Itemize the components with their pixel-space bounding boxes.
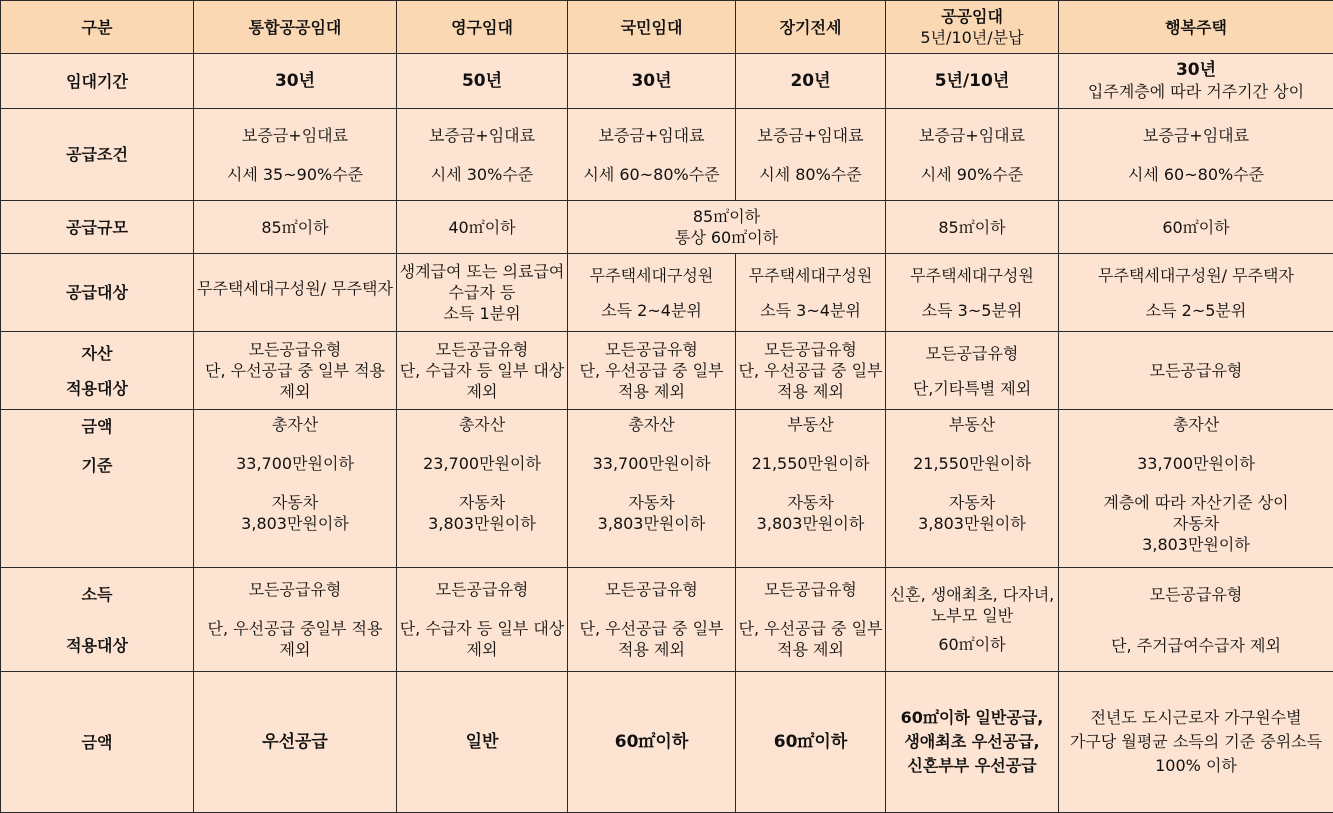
spacer	[888, 474, 1056, 492]
cell-line: 단, 수급자 등 일부 대상 제외	[399, 618, 565, 660]
cell-line: 모든공급유형	[570, 579, 733, 600]
spacer	[196, 146, 394, 164]
cell-line: 총자산	[1061, 414, 1331, 435]
cell-line: 3,803만원이하	[570, 513, 733, 534]
cell: 20년	[736, 54, 886, 109]
cell	[397, 254, 568, 332]
cell-line: 모든공급유형	[196, 579, 394, 600]
header-row	[1, 1, 1333, 54]
cell: 40㎡이하	[397, 201, 568, 254]
cell	[194, 254, 397, 332]
cell	[397, 332, 568, 410]
cell-line: 단, 우선공급 중일부 적용 제외	[196, 618, 394, 660]
spacer	[3, 364, 191, 378]
cell	[568, 410, 736, 568]
row-label-line: 적용대상	[3, 378, 191, 399]
spacer	[738, 286, 883, 300]
cell-line: 부동산	[888, 414, 1056, 435]
row-label-amount: 금액	[1, 672, 194, 813]
spacer	[888, 626, 1056, 634]
spacer	[196, 299, 394, 307]
cell-line: 모든공급유형	[399, 339, 565, 360]
cell	[886, 672, 1059, 813]
spacer	[196, 474, 394, 492]
spacer	[888, 435, 1056, 453]
cell-line: 시세 90%수준	[888, 164, 1056, 185]
row-label-line: 적용대상	[3, 635, 191, 656]
spacer	[1061, 605, 1331, 635]
spacer	[3, 605, 191, 635]
cell-line: 소득 2~4분위	[570, 300, 733, 321]
spacer	[1061, 474, 1331, 492]
row-label-supply-scale: 공급규모	[1, 201, 194, 254]
cell-line: 단, 우선공급 중 일부 적용 제외	[570, 360, 733, 402]
spacer	[1061, 146, 1331, 164]
cell-line: 소득 1분위	[399, 303, 565, 324]
header-public-rental-sub: 5년/10년/분납	[888, 27, 1056, 48]
cell-line: 3,803만원이하	[399, 513, 565, 534]
cell-line: 소득 2~5분위	[1061, 300, 1331, 321]
cell-line: 3,803만원이하	[738, 513, 883, 534]
cell-line: 30년	[1061, 60, 1331, 81]
cell	[1059, 109, 1333, 201]
cell-line: 85㎡이하	[570, 206, 883, 227]
cell	[886, 568, 1059, 672]
cell-line: 시세 80%수준	[738, 164, 883, 185]
header-integrated-public-rental: 통합공공임대	[194, 1, 397, 54]
cell-line: 60㎡이하 일반공급,	[888, 706, 1056, 730]
spacer	[738, 435, 883, 453]
cell: 전년도 도시근로자 가구원수별 가구당 월평균 소득의 기준 중위소득 100% 이하	[1059, 672, 1333, 813]
cell: 85㎡이하	[886, 201, 1059, 254]
cell	[194, 410, 397, 568]
cell: 85㎡이하	[194, 201, 397, 254]
cell-line: 모든공급유형	[738, 339, 883, 360]
spacer	[399, 435, 565, 453]
cell: 50년	[397, 54, 568, 109]
cell-line: 시세 60~80%수준	[1061, 164, 1331, 185]
cell-line: 총자산	[570, 414, 733, 435]
spacer	[570, 600, 733, 618]
cell-line: 소득 3~5분위	[888, 300, 1056, 321]
cell-line: 21,550만원이하	[738, 453, 883, 474]
cell-line: 신혼, 생애최초, 다자녀,노부모 일반	[888, 584, 1056, 626]
row-supply-target	[1, 254, 1333, 332]
row-label-amount-criteria	[1, 410, 194, 568]
cell	[1059, 54, 1333, 109]
cell-line: 23,700만원이하	[399, 453, 565, 474]
row-period	[1, 54, 1333, 109]
cell	[886, 410, 1059, 568]
row-label-income-target	[1, 568, 194, 672]
spacer	[570, 435, 733, 453]
cell	[568, 109, 736, 201]
cell	[1059, 568, 1333, 672]
spacer	[399, 146, 565, 164]
cell-line: 계층에 따라 자산기준 상이	[1061, 492, 1331, 513]
cell-line: 생계급여 또는 의료급여 수급자 등	[399, 261, 565, 303]
cell-line: 자동차	[196, 492, 394, 513]
cell-line: 21,550만원이하	[888, 453, 1056, 474]
cell-line: 소득 3~4분위	[738, 300, 883, 321]
row-label-line: 자산	[3, 343, 191, 364]
spacer	[399, 600, 565, 618]
cell: 일반	[397, 672, 568, 813]
cell-line: 보증금+임대료	[1061, 125, 1331, 146]
row-label-line: 기준	[3, 455, 191, 476]
row-label-asset-target	[1, 332, 194, 410]
cell	[1059, 410, 1333, 568]
cell-line: 보증금+임대료	[888, 125, 1056, 146]
row-amount	[1, 672, 1333, 813]
spacer	[1061, 286, 1331, 300]
row-label-supply-target: 공급대상	[1, 254, 194, 332]
spacer	[399, 474, 565, 492]
cell: 60㎡이하	[568, 672, 736, 813]
cell-line: 단, 우선공급 중 일부 적용 제외	[570, 618, 733, 660]
cell-line: 통상 60㎡이하	[570, 227, 883, 248]
cell-line: 자동차	[399, 492, 565, 513]
cell: 60㎡이하	[736, 672, 886, 813]
cell: 5년/10년	[886, 54, 1059, 109]
spacer	[196, 435, 394, 453]
cell-line: 무주택세대구성원/ 무주택자	[1061, 265, 1331, 286]
row-label-period: 임대기간	[1, 54, 194, 109]
cell-line: 단, 주거급여수급자 제외	[1061, 635, 1331, 656]
cell	[568, 568, 736, 672]
cell	[568, 254, 736, 332]
spacer	[888, 146, 1056, 164]
cell-line: 시세 35~90%수준	[196, 164, 394, 185]
cell	[736, 568, 886, 672]
cell-line: 모든공급유형	[1061, 584, 1331, 605]
row-supply-condition	[1, 109, 1333, 201]
cell	[194, 109, 397, 201]
header-public-rental	[886, 1, 1059, 54]
cell-line: 단, 수급자 등 일부 대상 제외	[399, 360, 565, 402]
cell	[568, 201, 886, 254]
cell	[397, 568, 568, 672]
cell-line: 무주택세대구성원	[738, 265, 883, 286]
cell	[736, 109, 886, 201]
row-label-supply-condition: 공급조건	[1, 109, 194, 201]
row-supply-scale	[1, 201, 1333, 254]
row-income-target	[1, 568, 1333, 672]
spacer	[196, 600, 394, 618]
cell	[736, 410, 886, 568]
cell-line: 입주계층에 따라 거주기간 상이	[1061, 81, 1331, 102]
spacer	[738, 146, 883, 164]
cell	[1059, 254, 1333, 332]
row-asset-target	[1, 332, 1333, 410]
cell	[568, 332, 736, 410]
cell-line: 33,700만원이하	[196, 453, 394, 474]
cell-line: 자동차	[570, 492, 733, 513]
spacer	[738, 600, 883, 618]
cell-line: 3,803만원이하	[196, 513, 394, 534]
cell-line: 모든공급유형	[399, 579, 565, 600]
cell	[736, 332, 886, 410]
cell-line: 총자산	[399, 414, 565, 435]
cell-line: 모든공급유형	[196, 339, 394, 360]
header-category: 구분	[1, 1, 194, 54]
cell-line: 모든공급유형	[888, 343, 1056, 364]
spacer	[570, 286, 733, 300]
cell-line: 보증금+임대료	[570, 125, 733, 146]
cell-line: 무주택세대구성원	[570, 265, 733, 286]
cell-line: 단,기타특별 제외	[888, 378, 1056, 399]
row-label-line: 금액	[3, 416, 191, 437]
header-public-rental-title: 공공임대	[888, 6, 1056, 27]
cell-line: 자동차	[888, 492, 1056, 513]
spacer	[570, 474, 733, 492]
cell-line: 보증금+임대료	[196, 125, 394, 146]
cell: 30년	[194, 54, 397, 109]
cell-line: 모든공급유형	[570, 339, 733, 360]
cell: 모든공급유형	[1059, 332, 1333, 410]
cell-line: 자동차	[1061, 513, 1331, 534]
cell-line: 33,700만원이하	[570, 453, 733, 474]
cell	[886, 332, 1059, 410]
spacer	[888, 286, 1056, 300]
cell-line: 자동차	[738, 492, 883, 513]
header-happy-housing: 행복주택	[1059, 1, 1333, 54]
cell-line: 3,803만원이하	[1061, 534, 1331, 555]
cell-line: 생애최초 우선공급,	[888, 730, 1056, 754]
header-national-rental: 국민임대	[568, 1, 736, 54]
cell	[886, 109, 1059, 201]
cell: 우선공급	[194, 672, 397, 813]
cell	[194, 332, 397, 410]
row-label-line: 소득	[3, 584, 191, 605]
cell	[194, 568, 397, 672]
spacer	[3, 437, 191, 455]
cell-line: 60㎡이하	[888, 634, 1056, 655]
header-permanent-rental: 영구임대	[397, 1, 568, 54]
cell-line: 총자산	[196, 414, 394, 435]
cell-line: 부동산	[738, 414, 883, 435]
cell-line: 3,803만원이하	[888, 513, 1056, 534]
cell: 60㎡이하	[1059, 201, 1333, 254]
cell: 30년	[568, 54, 736, 109]
cell	[397, 410, 568, 568]
cell-line: 보증금+임대료	[738, 125, 883, 146]
cell-line: 모든공급유형	[738, 579, 883, 600]
spacer	[1061, 435, 1331, 453]
cell	[736, 254, 886, 332]
row-amount-criteria	[1, 410, 1333, 568]
spacer	[570, 146, 733, 164]
cell-line: 무주택세대구성원/ 무주택자	[196, 278, 394, 299]
cell-line: 33,700만원이하	[1061, 453, 1331, 474]
cell-line: 무주택세대구성원	[888, 265, 1056, 286]
cell-line: 단, 우선공급 중 일부 적용 제외	[738, 618, 883, 660]
cell	[397, 109, 568, 201]
cell-line: 단, 우선공급 중 일부 적용 제외	[196, 360, 394, 402]
spacer	[888, 364, 1056, 378]
cell-line: 신혼부부 우선공급	[888, 754, 1056, 778]
cell-line: 시세 60~80%수준	[570, 164, 733, 185]
cell	[886, 254, 1059, 332]
cell-line: 단, 우선공급 중 일부 적용 제외	[738, 360, 883, 402]
header-long-term-jeonse: 장기전세	[736, 1, 886, 54]
cell-line: 시세 30%수준	[399, 164, 565, 185]
spacer	[738, 474, 883, 492]
cell-line: 보증금+임대료	[399, 125, 565, 146]
